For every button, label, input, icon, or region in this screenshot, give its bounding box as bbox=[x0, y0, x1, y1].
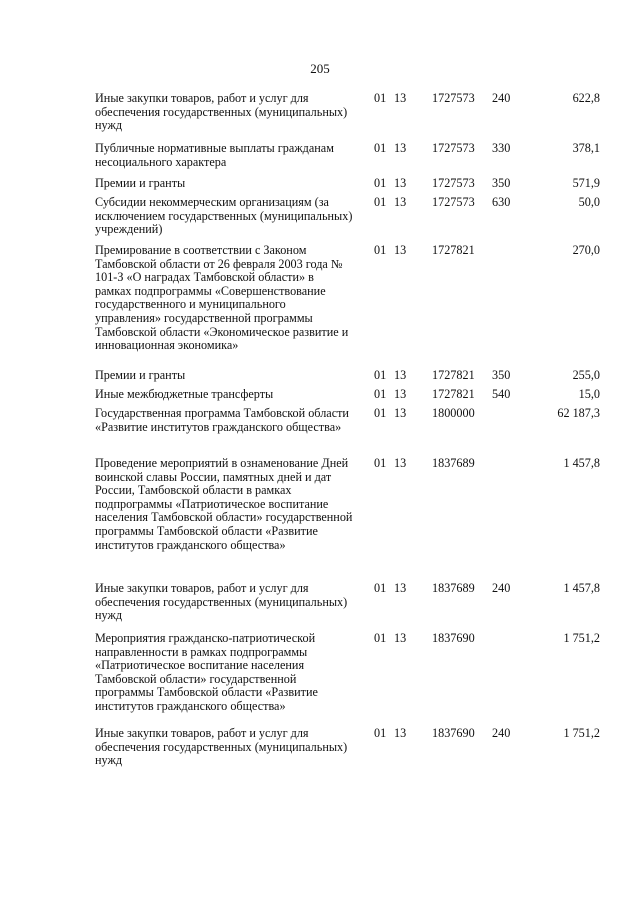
row-amount: 1 457,8 bbox=[563, 456, 600, 470]
table-row bbox=[0, 582, 640, 632]
row-subsection: 13 bbox=[394, 176, 407, 190]
row-amount: 571,9 bbox=[572, 176, 600, 190]
row-description: Иные закупки товаров, работ и услуг для обеспечения государственных (муниципальных) нужд bbox=[95, 581, 348, 623]
row-description: Премирование в соответствии с Законом Тамбовской области от 26 февраля 2003 года № 101-З «О наградах Тамбовской области» в рамках подпрограммы «Совершенствование государственного и муниципального управления» государственной программы Тамбовской области «Экономическое развитие и инновационная экономика» bbox=[95, 243, 349, 353]
table-row bbox=[0, 632, 640, 727]
row-section: 01 bbox=[374, 141, 387, 155]
row-amount: 1 751,2 bbox=[563, 631, 600, 645]
row-section: 01 bbox=[374, 195, 387, 209]
page-number: 205 bbox=[310, 61, 330, 76]
row-amount: 378,1 bbox=[572, 141, 600, 155]
row-expense-type: 540 bbox=[492, 387, 511, 401]
budget-table bbox=[0, 92, 640, 777]
row-description: Проведение мероприятий в ознаменование Дней воинской славы России, памятных дней и дат России, Тамбовской области в рамках подпрограммы «Патриотическое воспитание населения Тамбовской области» государственной программы Тамбовской области «Развитие институтов гражданского общества» bbox=[95, 456, 353, 552]
row-description: Субсидии некоммерческим организациям (за исключением государственных (муниципальных) учреждений) bbox=[95, 195, 353, 237]
row-subsection: 13 bbox=[394, 456, 407, 470]
row-expense-type: 240 bbox=[492, 581, 511, 595]
row-target-item: 1727573 bbox=[432, 176, 475, 190]
row-section: 01 bbox=[374, 581, 387, 595]
row-subsection: 13 bbox=[394, 406, 407, 420]
table-row bbox=[0, 369, 640, 388]
row-expense-type: 240 bbox=[492, 91, 511, 105]
row-section: 01 bbox=[374, 91, 387, 105]
row-target-item: 1837689 bbox=[432, 581, 475, 595]
row-description: Государственная программа Тамбовской области «Развитие институтов гражданского общества» bbox=[95, 406, 349, 434]
row-target-item: 1727573 bbox=[432, 141, 475, 155]
row-amount: 15,0 bbox=[578, 387, 600, 401]
row-subsection: 13 bbox=[394, 195, 407, 209]
row-expense-type: 630 bbox=[492, 195, 511, 209]
row-expense-type: 240 bbox=[492, 726, 511, 740]
row-target-item: 1837690 bbox=[432, 631, 475, 645]
row-section: 01 bbox=[374, 406, 387, 420]
table-row bbox=[0, 196, 640, 244]
table-row bbox=[0, 407, 640, 457]
row-subsection: 13 bbox=[394, 387, 407, 401]
row-description: Публичные нормативные выплаты гражданам несоциального характера bbox=[95, 141, 334, 169]
row-target-item: 1800000 bbox=[432, 406, 475, 420]
table-row bbox=[0, 92, 640, 142]
row-target-item: 1727573 bbox=[432, 195, 475, 209]
row-description: Премии и гранты bbox=[95, 368, 186, 382]
table-row bbox=[0, 142, 640, 177]
row-description: Иные закупки товаров, работ и услуг для обеспечения государственных (муниципальных) нужд bbox=[95, 726, 348, 768]
row-amount: 622,8 bbox=[572, 91, 600, 105]
row-section: 01 bbox=[374, 368, 387, 382]
row-section: 01 bbox=[374, 726, 387, 740]
row-description: Иные межбюджетные трансферты bbox=[95, 387, 274, 401]
row-section: 01 bbox=[374, 176, 387, 190]
table-row bbox=[0, 177, 640, 196]
row-subsection: 13 bbox=[394, 91, 407, 105]
row-target-item: 1837689 bbox=[432, 456, 475, 470]
row-target-item: 1727573 bbox=[432, 91, 475, 105]
row-expense-type: 350 bbox=[492, 368, 511, 382]
row-description: Премии и гранты bbox=[95, 176, 186, 190]
row-amount: 270,0 bbox=[572, 243, 600, 257]
row-amount: 1 457,8 bbox=[563, 581, 600, 595]
row-expense-type: 350 bbox=[492, 176, 511, 190]
row-subsection: 13 bbox=[394, 631, 407, 645]
table-row bbox=[0, 457, 640, 582]
row-target-item: 1727821 bbox=[432, 243, 475, 257]
row-section: 01 bbox=[374, 387, 387, 401]
row-subsection: 13 bbox=[394, 368, 407, 382]
row-section: 01 bbox=[374, 243, 387, 257]
row-amount: 255,0 bbox=[572, 368, 600, 382]
row-section: 01 bbox=[374, 456, 387, 470]
row-subsection: 13 bbox=[394, 141, 407, 155]
row-target-item: 1837690 bbox=[432, 726, 475, 740]
row-subsection: 13 bbox=[394, 726, 407, 740]
row-subsection: 13 bbox=[394, 243, 407, 257]
row-subsection: 13 bbox=[394, 581, 407, 595]
row-section: 01 bbox=[374, 631, 387, 645]
row-description: Иные закупки товаров, работ и услуг для обеспечения государственных (муниципальных) нужд bbox=[95, 91, 348, 133]
row-amount: 1 751,2 bbox=[563, 726, 600, 740]
row-expense-type: 330 bbox=[492, 141, 511, 155]
table-row bbox=[0, 244, 640, 369]
row-description: Мероприятия гражданско-патриотической направленности в рамках подпрограммы «Патриотическое воспитание населения Тамбовской области» государственной программы Тамбовской области «Развитие институтов гражданского общества» bbox=[95, 631, 318, 713]
row-target-item: 1727821 bbox=[432, 387, 475, 401]
row-amount: 62 187,3 bbox=[557, 406, 600, 420]
row-target-item: 1727821 bbox=[432, 368, 475, 382]
table-row bbox=[0, 388, 640, 407]
table-row bbox=[0, 727, 640, 777]
row-amount: 50,0 bbox=[578, 195, 600, 209]
